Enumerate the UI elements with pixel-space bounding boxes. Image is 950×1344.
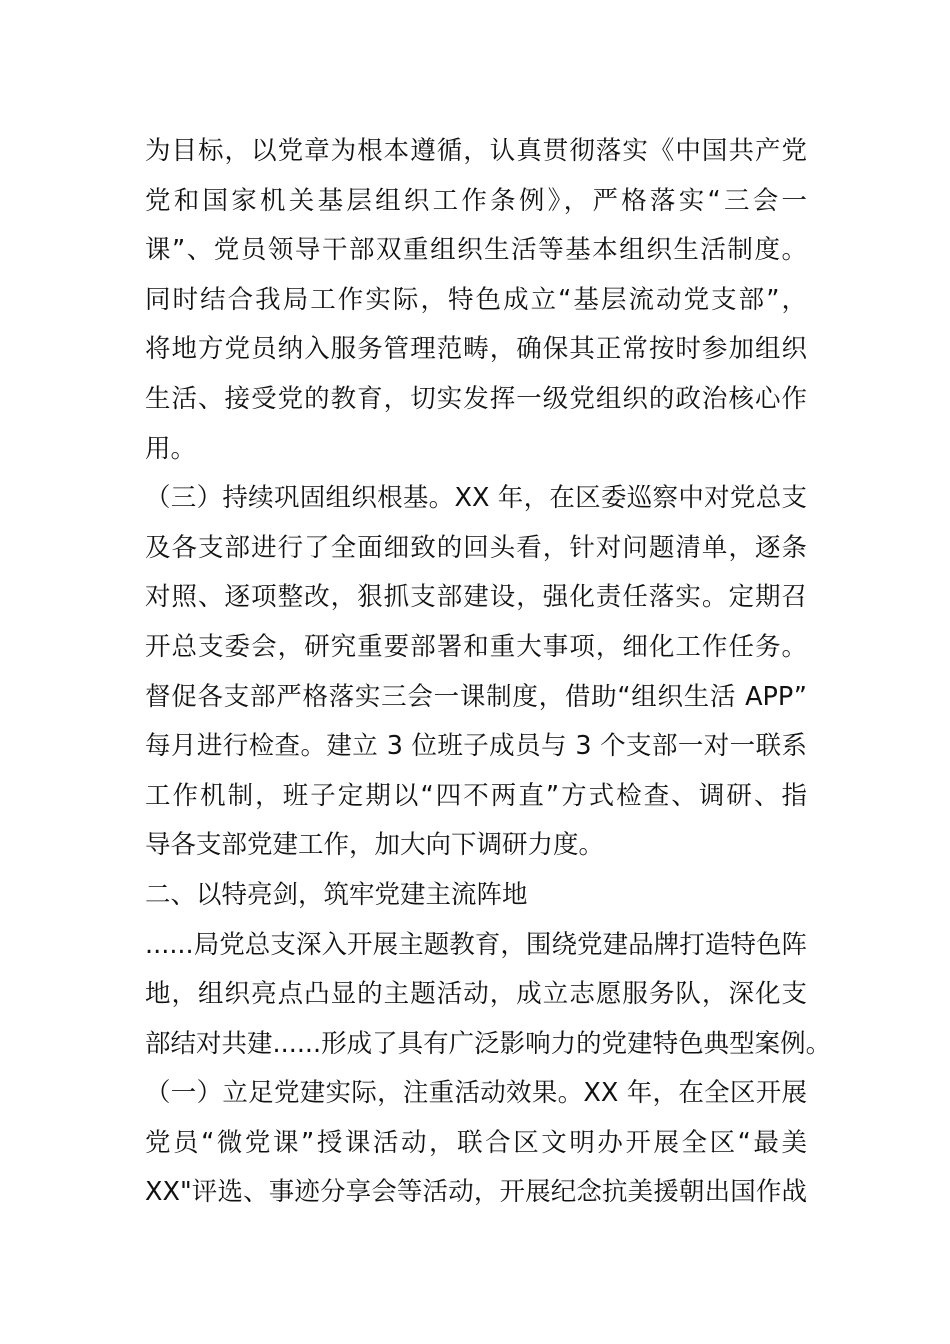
text-line: 生活、接受党的教育，切实发挥一级党组织的政治核心作 [145, 383, 807, 414]
text-line: 导各支部党建工作，加大向下调研力度。 [145, 830, 605, 861]
text-line: XX"评选、事迹分享会等活动，开展纪念抗美援朝出国作战 [145, 1177, 807, 1208]
section-heading-3: （三）持续巩固组织根基。XX 年，在区委巡察中对党总支 [145, 483, 807, 514]
text-line: 党和国家机关基层组织工作条例》，严格落实“三会一 [145, 185, 807, 216]
text-line: 部结对共建......形成了具有广泛影响力的党建特色典型案例。 [145, 1028, 832, 1059]
text-line: 开总支委会，研究重要部署和重大事项，细化工作任务。 [145, 631, 807, 662]
text-line: 工作机制，班子定期以“四不两直”方式检查、调研、指 [145, 780, 807, 811]
text-line: 每月进行检查。建立 3 位班子成员与 3 个支部一对一联系 [145, 731, 807, 762]
text-line: 为目标，以党章为根本遵循，认真贯彻落实《中国共产党 [145, 136, 807, 166]
text-line: 党员“微党课”授课活动，联合区文明办开展全区“最美 [145, 1127, 807, 1158]
text-line: 用。 [145, 433, 197, 464]
text-line: 及各支部进行了全面细致的回头看，针对问题清单，逐条 [145, 532, 807, 563]
text-line: 同时结合我局工作实际，特色成立“基层流动党支部”， [145, 284, 807, 315]
text-line: 对照、逐项整改，狠抓支部建设，强化责任落实。定期召 [145, 582, 807, 613]
text-line: 督促各支部严格落实三会一课制度，借助“组织生活 APP” [145, 681, 807, 712]
section-heading-2: 二、以特亮剑，筑牢党建主流阵地 [145, 879, 528, 910]
text-line: 课”、党员领导干部双重组织生活等基本组织生活制度。 [145, 235, 807, 266]
section-heading-1: （一）立足党建实际，注重活动效果。XX 年，在全区开展 [145, 1078, 807, 1109]
text-line: ......局党总支深入开展主题教育，围绕党建品牌打造特色阵 [145, 929, 807, 960]
text-line: 将地方党员纳入服务管理范畴，确保其正常按时参加组织 [145, 334, 807, 365]
text-line: 地，组织亮点凸显的主题活动，成立志愿服务队，深化支 [145, 979, 807, 1010]
document-body [145, 127, 832, 1218]
